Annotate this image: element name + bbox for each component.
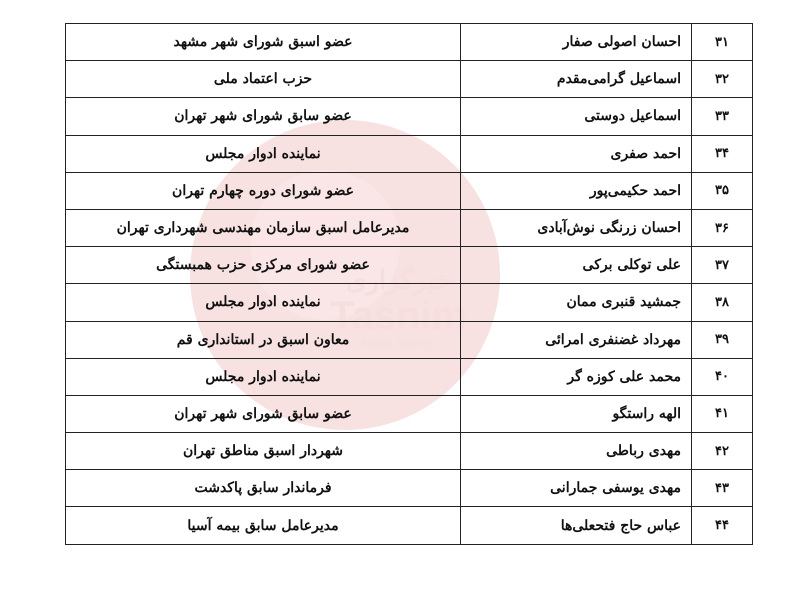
row-number: ۴۱ — [692, 395, 753, 432]
member-role: عضو سابق شورای شهر تهران — [66, 395, 461, 432]
member-role: نماینده ادوار مجلس — [66, 358, 461, 395]
row-number: ۳۲ — [692, 61, 753, 98]
row-number: ۴۲ — [692, 433, 753, 470]
table-row — [66, 358, 753, 395]
member-role: شهردار اسبق مناطق تهران — [66, 433, 461, 470]
members-table — [65, 23, 753, 545]
member-role: عضو سابق شورای شهر تهران — [66, 98, 461, 135]
member-name: احسان زرنگی نوش‌آبادی — [461, 209, 692, 246]
member-role: نماینده ادوار مجلس — [66, 135, 461, 172]
member-role: عضو شورای دوره چهارم تهران — [66, 172, 461, 209]
member-name: مهدی رباطی — [461, 433, 692, 470]
member-name: احمد حکیمی‌پور — [461, 172, 692, 209]
row-number: ۳۹ — [692, 321, 753, 358]
table-row — [66, 247, 753, 284]
table-row — [66, 172, 753, 209]
member-role: فرماندار سابق پاکدشت — [66, 470, 461, 507]
table-row — [66, 395, 753, 432]
table-row — [66, 470, 753, 507]
row-number: ۳۵ — [692, 172, 753, 209]
member-name: احمد صفری — [461, 135, 692, 172]
row-number: ۳۴ — [692, 135, 753, 172]
member-role: عضو اسبق شورای شهر مشهد — [66, 24, 461, 61]
row-number: ۴۰ — [692, 358, 753, 395]
member-name: مهدی یوسفی جمارانی — [461, 470, 692, 507]
watermark-subtitle: News Agency — [362, 336, 435, 350]
table-row — [66, 209, 753, 246]
row-number: ۴۳ — [692, 470, 753, 507]
member-name: محمد علی کوزه گر — [461, 358, 692, 395]
watermark-fa: خبرگزاری — [345, 265, 452, 295]
member-role: معاون اسبق در استانداری قم — [66, 321, 461, 358]
table-row — [66, 507, 753, 544]
row-number: ۳۸ — [692, 284, 753, 321]
member-role: حزب اعتماد ملی — [66, 61, 461, 98]
table-body — [66, 24, 753, 545]
table-row — [66, 284, 753, 321]
member-role: مدیرعامل سابق بیمه آسیا — [66, 507, 461, 544]
member-name: مهرداد غضنفری امرائی — [461, 321, 692, 358]
watermark-en: Tasnim — [330, 294, 468, 338]
table-row — [66, 61, 753, 98]
member-name: الهه راستگو — [461, 395, 692, 432]
member-role: نماینده ادوار مجلس — [66, 284, 461, 321]
member-name: جمشید قنبری ممان — [461, 284, 692, 321]
member-name: علی توکلی برکی — [461, 247, 692, 284]
member-name: عباس حاج فتحعلی‌ها — [461, 507, 692, 544]
member-name: اسماعیل گرامی‌مقدم — [461, 61, 692, 98]
table-row — [66, 24, 753, 61]
member-role: عضو شورای مرکزی حزب همبستگی — [66, 247, 461, 284]
member-name: احسان اصولی صفار — [461, 24, 692, 61]
row-number: ۴۴ — [692, 507, 753, 544]
table-row — [66, 135, 753, 172]
table-row — [66, 321, 753, 358]
row-number: ۳۷ — [692, 247, 753, 284]
member-name: اسماعیل دوستی — [461, 98, 692, 135]
row-number: ۳۳ — [692, 98, 753, 135]
row-number: ۳۶ — [692, 209, 753, 246]
member-role: مدیرعامل اسبق سازمان مهندسی شهرداری تهران — [66, 209, 461, 246]
table-row — [66, 433, 753, 470]
row-number: ۳۱ — [692, 24, 753, 61]
table-row — [66, 98, 753, 135]
